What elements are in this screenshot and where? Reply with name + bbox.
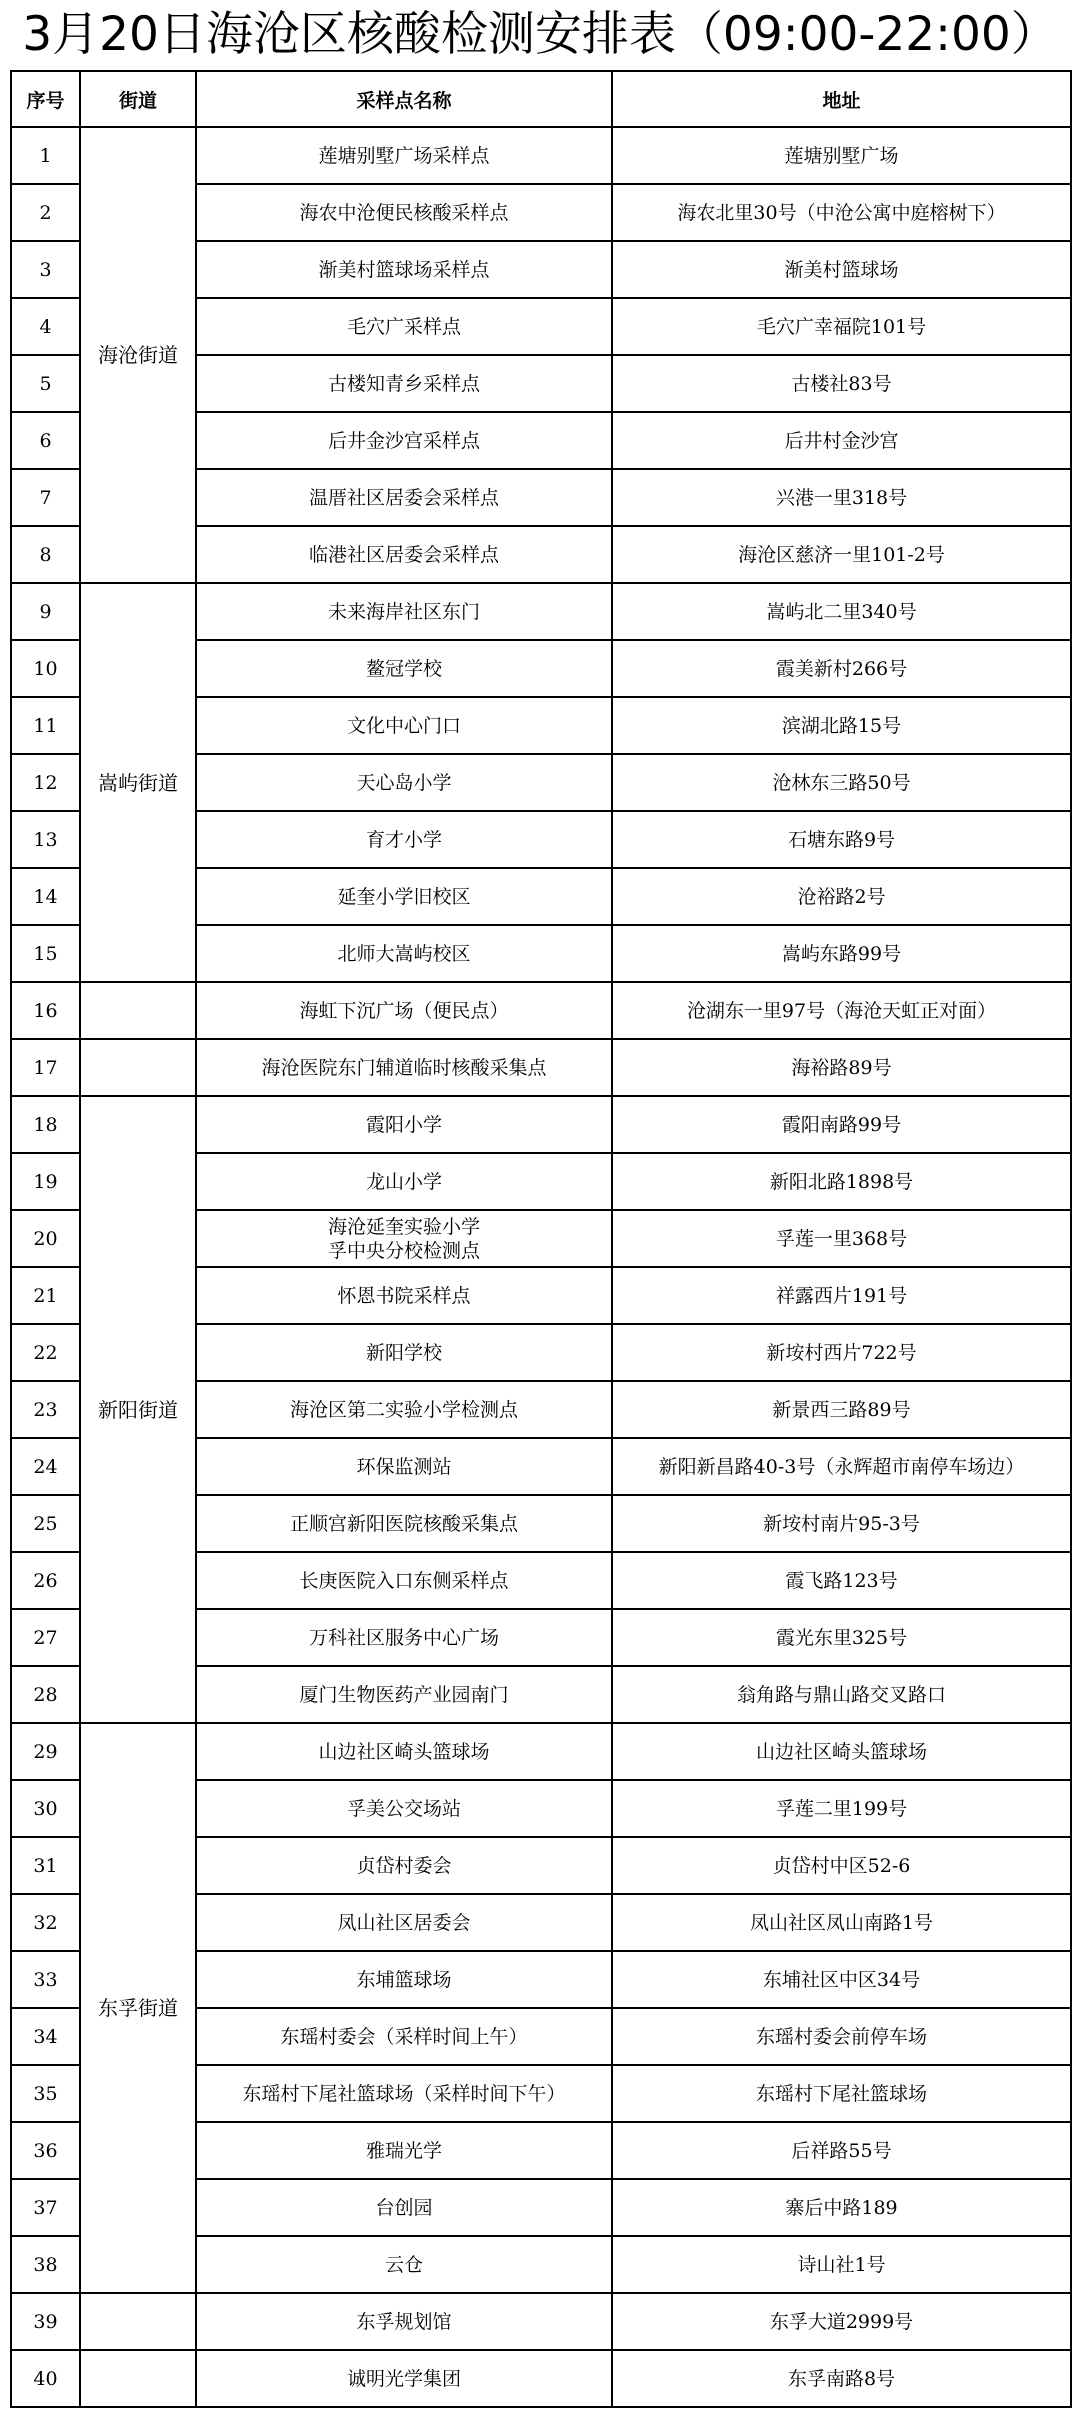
row-index: 30: [11, 1780, 80, 1837]
row-index: 24: [11, 1438, 80, 1495]
row-index: 40: [11, 2350, 80, 2407]
row-index: 17: [11, 1039, 80, 1096]
row-index: 10: [11, 640, 80, 697]
address-cell: 诗山社1号: [612, 2236, 1071, 2293]
row-index: 16: [11, 982, 80, 1039]
site-name-cell: [196, 2122, 612, 2179]
row-index: 37: [11, 2179, 80, 2236]
row-index: 14: [11, 868, 80, 925]
address-cell: 山边社区崎头篮球场: [612, 1723, 1071, 1780]
site-name-cell: [196, 1609, 612, 1666]
address-cell: 霞美新村266号: [612, 640, 1071, 697]
site-name-line: 温厝社区居委会采样点: [308, 486, 499, 509]
site-name-line: 凤山社区居委会: [337, 1911, 471, 1934]
row-index: 4: [11, 298, 80, 355]
address-cell: 东瑶村下尾社篮球场: [612, 2065, 1071, 2122]
address-cell: 孚莲一里368号: [612, 1210, 1071, 1267]
row-index: 7: [11, 469, 80, 526]
table-row: [11, 2293, 1071, 2350]
row-index: 35: [11, 2065, 80, 2122]
site-name-line: 毛穴广采样点: [346, 315, 461, 338]
header-address: 地址: [612, 71, 1071, 127]
address-cell: 滨湖北路15号: [612, 697, 1071, 754]
address-cell: 后祥路55号: [612, 2122, 1071, 2179]
row-index: 21: [11, 1267, 80, 1324]
site-name-cell: [196, 1780, 612, 1837]
address-cell: 翁角路与鼎山路交叉路口: [612, 1666, 1071, 1723]
site-name-cell: [196, 1096, 612, 1153]
site-name-cell: [196, 298, 612, 355]
row-index: 18: [11, 1096, 80, 1153]
site-name-cell: [196, 469, 612, 526]
address-cell: 嵩屿北二里340号: [612, 583, 1071, 640]
site-name-line: 东瑶村委会（采样时间上午）: [280, 2025, 528, 2048]
site-name-cell: [196, 526, 612, 583]
site-name-line: 新阳学校: [365, 1341, 442, 1364]
site-name-cell: [196, 355, 612, 412]
site-name-line: 海沧延奎实验小学: [327, 1215, 480, 1238]
site-name-cell: [196, 241, 612, 298]
address-cell: 寨后中路189: [612, 2179, 1071, 2236]
site-name-cell: [196, 1267, 612, 1324]
row-index: 26: [11, 1552, 80, 1609]
site-name-line: 东瑶村下尾社篮球场（采样时间下午）: [242, 2082, 566, 2105]
site-name-line: 雅瑞光学: [365, 2139, 442, 2162]
address-cell: 凤山社区凤山南路1号: [612, 1894, 1071, 1951]
site-name-cell: [196, 2065, 612, 2122]
site-name-line: 后井金沙宫采样点: [327, 429, 480, 452]
site-name-line: 渐美村篮球场采样点: [318, 258, 490, 281]
row-index: 33: [11, 1951, 80, 2008]
site-name-cell: [196, 1438, 612, 1495]
page-title: 3月20日海沧区核酸检测安排表（09:00-22:00）: [22, 7, 1058, 62]
site-name-cell: [196, 1495, 612, 1552]
site-name-cell: [196, 1894, 612, 1951]
site-name-line: 云仓: [384, 2253, 423, 2276]
row-index: 31: [11, 1837, 80, 1894]
table-row: [11, 127, 1071, 184]
site-name-line: 育才小学: [365, 828, 442, 851]
site-name-cell: [196, 2236, 612, 2293]
street-cell: 东孚街道: [80, 1723, 196, 2293]
site-name-cell: [196, 754, 612, 811]
site-name-line: 文化中心门口: [346, 714, 461, 737]
address-cell: 毛穴广幸福院101号: [612, 298, 1071, 355]
row-index: 13: [11, 811, 80, 868]
site-name-line: 台创园: [375, 2196, 433, 2219]
site-name-line: 厦门生物医药产业园南门: [299, 1683, 509, 1706]
site-name-cell: [196, 925, 612, 982]
site-name-line: 诚明光学集团: [346, 2367, 461, 2390]
header-street: 街道: [80, 71, 196, 127]
site-name-line: 莲塘别墅广场采样点: [318, 144, 490, 167]
schedule-table: [10, 70, 1072, 2408]
site-name-line: 东埔篮球场: [356, 1968, 452, 1991]
site-name-cell: [196, 412, 612, 469]
row-index: 29: [11, 1723, 80, 1780]
row-index: 38: [11, 2236, 80, 2293]
site-name-cell: [196, 868, 612, 925]
table-body: [11, 127, 1071, 2407]
row-index: 39: [11, 2293, 80, 2350]
table-row: [11, 1039, 1071, 1096]
row-index: 1: [11, 127, 80, 184]
site-name-line: 孚美公交场站: [346, 1797, 461, 1820]
address-cell: 后井村金沙宫: [612, 412, 1071, 469]
row-index: 9: [11, 583, 80, 640]
site-name-cell: [196, 1951, 612, 2008]
site-name-line: 正顺宫新阳医院核酸采集点: [289, 1512, 518, 1535]
site-name-cell: [196, 2008, 612, 2065]
site-name-cell: [196, 583, 612, 640]
site-name-cell: [196, 1666, 612, 1723]
site-name-cell: [196, 1324, 612, 1381]
site-name-line: 临港社区居委会采样点: [308, 543, 499, 566]
address-cell: 嵩屿东路99号: [612, 925, 1071, 982]
address-cell: 孚莲二里199号: [612, 1780, 1071, 1837]
site-name-line: 海虹下沉广场（便民点）: [299, 999, 509, 1022]
row-index: 12: [11, 754, 80, 811]
street-cell: [80, 1039, 196, 1096]
site-name-line: 北师大嵩屿校区: [337, 942, 471, 965]
site-name-line: 古楼知青乡采样点: [327, 372, 480, 395]
table-row: [11, 2350, 1071, 2407]
row-index: 25: [11, 1495, 80, 1552]
table-row: [11, 583, 1071, 640]
row-index: 2: [11, 184, 80, 241]
site-name-cell: [196, 1210, 612, 1267]
site-name-line: 孚中央分校检测点: [327, 1239, 480, 1262]
street-cell: 新阳街道: [80, 1096, 196, 1723]
address-cell: 东埔社区中区34号: [612, 1951, 1071, 2008]
row-index: 27: [11, 1609, 80, 1666]
site-name-cell: [196, 1723, 612, 1780]
site-name-line: 山边社区崎头篮球场: [318, 1740, 490, 1763]
site-name-line: 延奎小学旧校区: [337, 885, 471, 908]
address-cell: 兴港一里318号: [612, 469, 1071, 526]
address-cell: 海裕路89号: [612, 1039, 1071, 1096]
street-cell: [80, 982, 196, 1039]
row-index: 20: [11, 1210, 80, 1267]
site-name-cell: [196, 697, 612, 754]
address-cell: 新景西三路89号: [612, 1381, 1071, 1438]
address-cell: 海沧区慈济一里101-2号: [612, 526, 1071, 583]
address-cell: 祥露西片191号: [612, 1267, 1071, 1324]
site-name-line: 霞阳小学: [365, 1113, 442, 1136]
address-cell: 沧湖东一里97号（海沧天虹正对面）: [612, 982, 1071, 1039]
address-cell: 新阳北路1898号: [612, 1153, 1071, 1210]
site-name-cell: [196, 2350, 612, 2407]
address-cell: 新垵村南片95-3号: [612, 1495, 1071, 1552]
site-name-cell: [196, 640, 612, 697]
site-name-line: 天心岛小学: [356, 771, 452, 794]
address-cell: 东瑶村委会前停车场: [612, 2008, 1071, 2065]
row-index: 3: [11, 241, 80, 298]
site-name-cell: [196, 127, 612, 184]
row-index: 23: [11, 1381, 80, 1438]
table-header-row: [11, 71, 1071, 127]
table-row: [11, 1096, 1071, 1153]
address-cell: 霞飞路123号: [612, 1552, 1071, 1609]
address-cell: 贞岱村中区52-6: [612, 1837, 1071, 1894]
address-cell: 新垵村西片722号: [612, 1324, 1071, 1381]
street-cell: 嵩屿街道: [80, 583, 196, 982]
address-cell: 新阳新昌路40-3号（永辉超市南停车场边）: [612, 1438, 1071, 1495]
site-name-cell: [196, 2179, 612, 2236]
header-site: 采样点名称: [196, 71, 612, 127]
address-cell: 莲塘别墅广场: [612, 127, 1071, 184]
site-name-line: 贞岱村委会: [356, 1854, 452, 1877]
site-name-line: 鳌冠学校: [365, 657, 442, 680]
street-cell: [80, 2350, 196, 2407]
row-index: 5: [11, 355, 80, 412]
site-name-line: 怀恩书院采样点: [337, 1284, 471, 1307]
site-name-line: 海沧医院东门辅道临时核酸采集点: [261, 1056, 547, 1079]
row-index: 6: [11, 412, 80, 469]
site-name-cell: [196, 1039, 612, 1096]
address-cell: 霞阳南路99号: [612, 1096, 1071, 1153]
address-cell: 渐美村篮球场: [612, 241, 1071, 298]
address-cell: 霞光东里325号: [612, 1609, 1071, 1666]
site-name-cell: [196, 982, 612, 1039]
site-name-line: 长庚医院入口东侧采样点: [299, 1569, 509, 1592]
site-name-cell: [196, 1552, 612, 1609]
site-name-line: 海沧区第二实验小学检测点: [289, 1398, 518, 1421]
row-index: 15: [11, 925, 80, 982]
site-name-line: 未来海岸社区东门: [327, 600, 480, 623]
address-cell: 海农北里30号（中沧公寓中庭榕树下）: [612, 184, 1071, 241]
site-name-line: 东孚规划馆: [356, 2310, 452, 2333]
header-index: 序号: [11, 71, 80, 127]
site-name-cell: [196, 1153, 612, 1210]
site-name-line: 环保监测站: [356, 1455, 452, 1478]
site-name-cell: [196, 2293, 612, 2350]
site-name-line: 万科社区服务中心广场: [308, 1626, 499, 1649]
row-index: 34: [11, 2008, 80, 2065]
site-name-cell: [196, 1381, 612, 1438]
address-cell: 沧林东三路50号: [612, 754, 1071, 811]
site-name-cell: [196, 184, 612, 241]
row-index: 28: [11, 1666, 80, 1723]
row-index: 11: [11, 697, 80, 754]
address-cell: 东孚大道2999号: [612, 2293, 1071, 2350]
street-cell: [80, 2293, 196, 2350]
row-index: 8: [11, 526, 80, 583]
site-name-cell: [196, 1837, 612, 1894]
address-cell: 东孚南路8号: [612, 2350, 1071, 2407]
site-name-line: 海农中沧便民核酸采样点: [299, 201, 509, 224]
address-cell: 沧裕路2号: [612, 868, 1071, 925]
table-row: [11, 1723, 1071, 1780]
address-cell: 古楼社83号: [612, 355, 1071, 412]
street-cell: 海沧街道: [80, 127, 196, 583]
table-row: [11, 982, 1071, 1039]
address-cell: 石塘东路9号: [612, 811, 1071, 868]
site-name-cell: [196, 811, 612, 868]
row-index: 22: [11, 1324, 80, 1381]
row-index: 36: [11, 2122, 80, 2179]
site-name-line: 龙山小学: [365, 1170, 442, 1193]
row-index: 19: [11, 1153, 80, 1210]
row-index: 32: [11, 1894, 80, 1951]
